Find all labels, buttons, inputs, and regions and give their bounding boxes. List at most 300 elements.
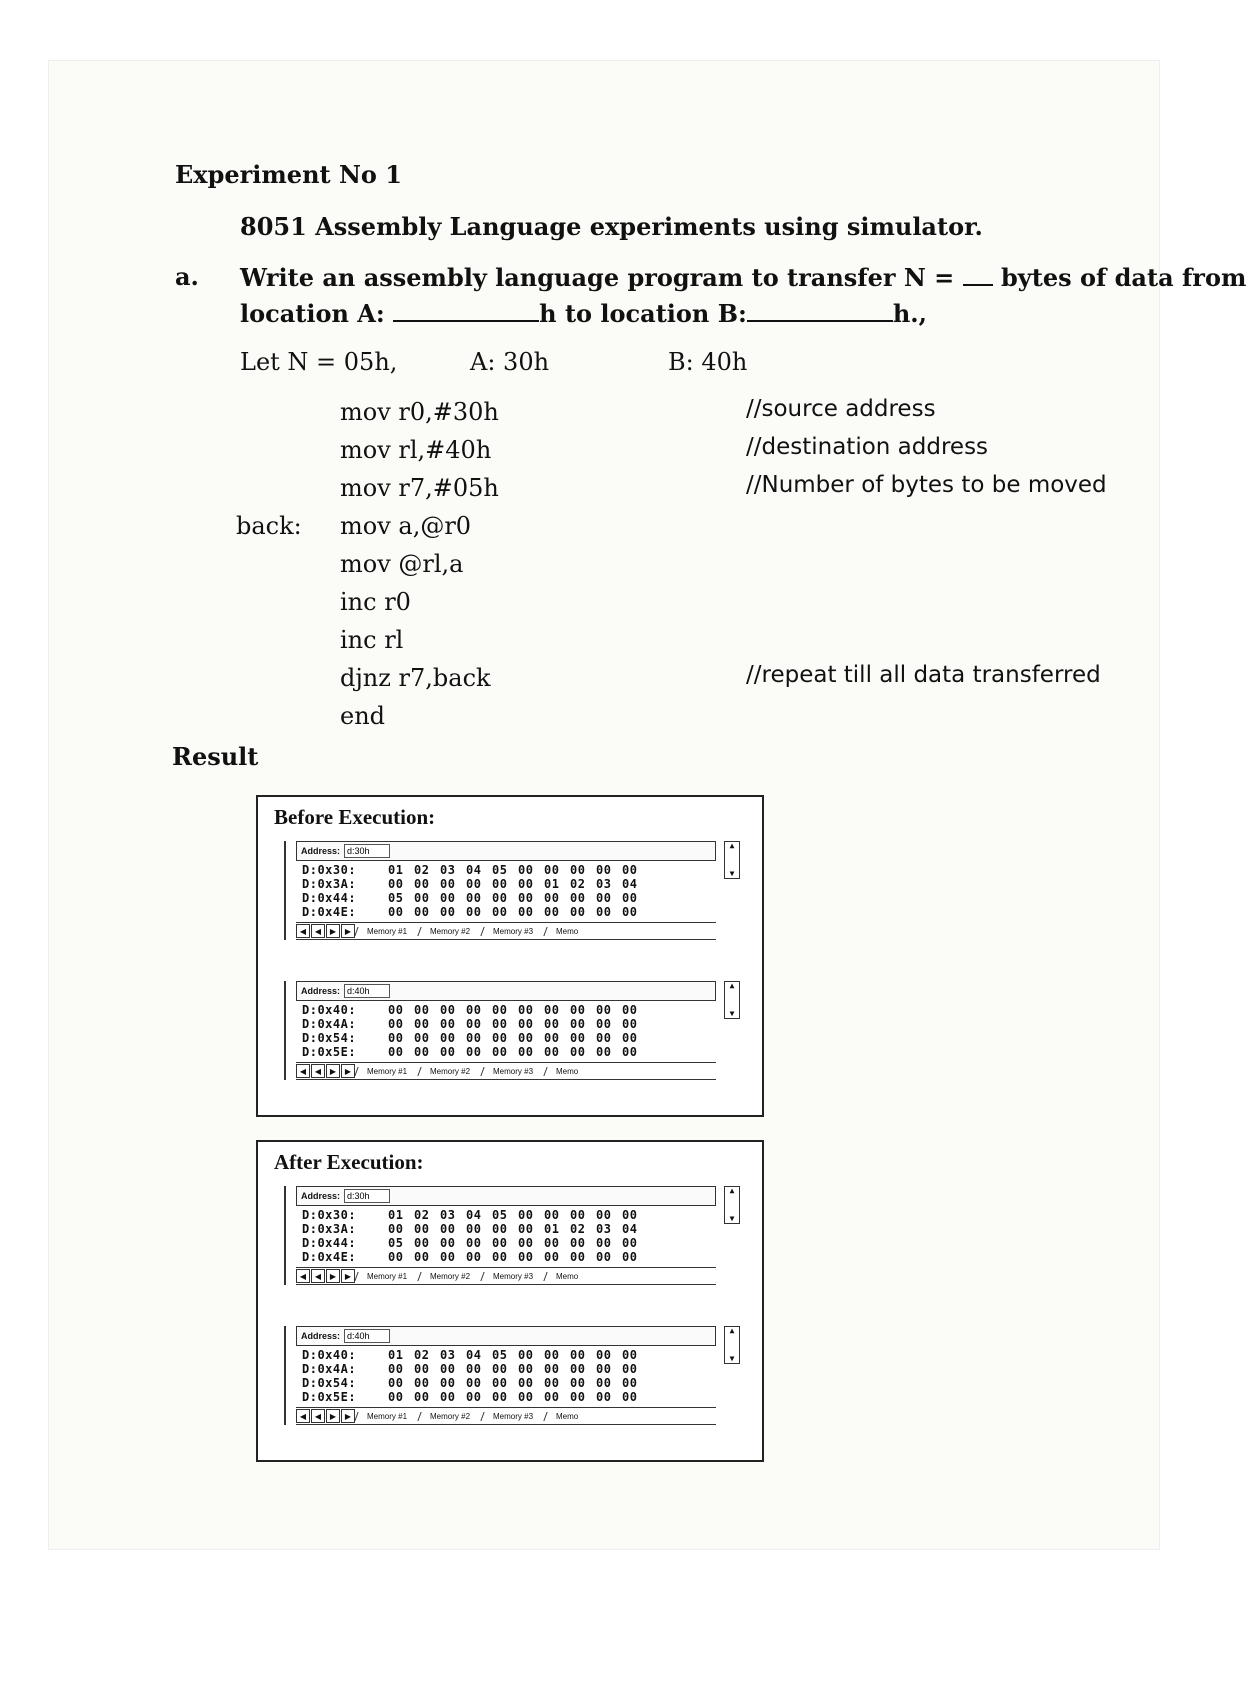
memory-byte: 00	[596, 863, 612, 877]
memory-byte: 00	[414, 1390, 430, 1404]
memory-address: D:0x4E:	[302, 905, 357, 919]
code-line: end	[340, 702, 386, 730]
question-text-1-end: bytes of data from	[1001, 263, 1246, 292]
memory-tabs	[296, 1407, 716, 1425]
memory-byte: 01	[544, 877, 560, 891]
memory-byte: 00	[596, 1236, 612, 1250]
next-icon[interactable]: ▶	[326, 1269, 340, 1283]
code-line: mov @rl,a	[340, 550, 464, 578]
code-line: mov rl,#40h	[340, 436, 492, 464]
memory-address: D:0x5E:	[302, 1045, 357, 1059]
tab-memory-4[interactable]	[543, 1067, 590, 1076]
address-input[interactable]	[344, 984, 390, 998]
address-label: Address:	[301, 1191, 341, 1201]
memory-row	[302, 1003, 714, 1017]
memory-byte: 00	[544, 1017, 560, 1031]
code-line: inc r0	[340, 588, 411, 616]
memory-byte: 00	[492, 1390, 508, 1404]
memory-byte: 00	[622, 1250, 638, 1264]
code-comment: //Number of bytes to be moved	[746, 472, 1107, 498]
tab-memory-4[interactable]	[543, 1412, 590, 1421]
memory-row	[302, 1390, 714, 1404]
memory-byte: 00	[518, 891, 534, 905]
tab-label: Memo	[556, 1066, 579, 1076]
memory-byte: 00	[466, 1376, 482, 1390]
first-page-icon[interactable]: ◀	[296, 1269, 310, 1283]
tab-label: Memory #3	[493, 1271, 534, 1281]
memory-byte: 00	[388, 877, 404, 891]
address-input[interactable]	[344, 844, 390, 858]
prev-icon[interactable]: ◀	[311, 924, 325, 938]
experiment-subtitle: 8051 Assembly Language experiments using simulator.	[240, 212, 983, 241]
memory-address: D:0x40:	[302, 1003, 357, 1017]
memory-byte: 00	[544, 905, 560, 919]
memory-byte: 00	[440, 1017, 456, 1031]
tab-label: Memory #1	[367, 1271, 408, 1281]
memory-byte: 00	[414, 1250, 430, 1264]
memory-byte: 00	[596, 1003, 612, 1017]
before-execution-box	[256, 795, 764, 1117]
memory-byte: 00	[440, 1003, 456, 1017]
memory-byte: 00	[622, 1390, 638, 1404]
memory-row	[302, 1236, 714, 1250]
code-line: mov r7,#05h	[340, 474, 499, 502]
scrollbar[interactable]	[724, 841, 740, 879]
memory-byte: 00	[518, 1031, 534, 1045]
memory-byte: 04	[466, 1348, 482, 1362]
memory-byte: 00	[544, 1045, 560, 1059]
memory-byte: 05	[388, 1236, 404, 1250]
memory-byte: 02	[414, 1348, 430, 1362]
scroll-down-icon[interactable]: ▼	[729, 1009, 735, 1018]
result-heading: Result	[172, 742, 259, 771]
memory-byte: 00	[388, 1031, 404, 1045]
prev-icon[interactable]: ◀	[311, 1409, 325, 1423]
memory-byte: 00	[414, 1017, 430, 1031]
memory-byte: 00	[466, 891, 482, 905]
memory-row	[302, 891, 714, 905]
scroll-down-icon[interactable]: ▼	[729, 1214, 735, 1223]
memory-address: D:0x40:	[302, 1348, 357, 1362]
memory-byte: 01	[544, 1222, 560, 1236]
memory-tabs	[296, 1267, 716, 1285]
first-page-icon[interactable]: ◀	[296, 924, 310, 938]
tab-label: Memory #2	[430, 1066, 471, 1076]
memory-address: D:0x4E:	[302, 1250, 357, 1264]
tab-memory-3[interactable]	[480, 1412, 544, 1421]
memory-row	[302, 1031, 714, 1045]
memory-byte: 00	[622, 863, 638, 877]
memory-byte: 02	[414, 1208, 430, 1222]
memory-byte: 00	[596, 905, 612, 919]
memory-byte: 00	[622, 1031, 638, 1045]
scroll-up-icon[interactable]: ▲	[729, 1326, 735, 1335]
memory-byte: 00	[492, 1236, 508, 1250]
memory-byte: 00	[492, 1362, 508, 1376]
tab-label: Memo	[556, 1271, 579, 1281]
memory-byte: 00	[466, 1390, 482, 1404]
next-icon[interactable]: ▶	[326, 924, 340, 938]
memory-byte: 05	[492, 1348, 508, 1362]
memory-byte: 00	[570, 863, 586, 877]
memory-address: D:0x3A:	[302, 1222, 357, 1236]
memory-byte: 00	[544, 1236, 560, 1250]
memory-byte: 00	[466, 905, 482, 919]
memory-row	[302, 1208, 714, 1222]
memory-row	[302, 1348, 714, 1362]
after-execution-box	[256, 1140, 764, 1462]
memory-byte: 00	[596, 1045, 612, 1059]
memory-byte: 00	[518, 1390, 534, 1404]
after-execution-title: After Execution:	[274, 1150, 424, 1174]
memory-byte: 00	[622, 891, 638, 905]
tab-memory-2[interactable]	[417, 927, 481, 936]
tab-label: Memory #1	[367, 1066, 408, 1076]
tab-memory-2[interactable]	[417, 1412, 481, 1421]
memory-byte: 00	[414, 1222, 430, 1236]
memory-byte: 00	[440, 1031, 456, 1045]
memory-byte: 00	[518, 1376, 534, 1390]
memory-byte: 03	[596, 877, 612, 891]
given-b: B: 40h	[668, 348, 748, 376]
memory-byte: 00	[440, 1222, 456, 1236]
memory-byte: 00	[466, 1045, 482, 1059]
memory-byte: 00	[440, 1362, 456, 1376]
memory-byte: 00	[570, 905, 586, 919]
scroll-up-icon[interactable]: ▲	[729, 841, 735, 850]
tab-label: Memory #3	[493, 1411, 534, 1421]
first-page-icon[interactable]: ◀	[296, 1064, 310, 1078]
memory-address: D:0x3A:	[302, 877, 357, 891]
memory-rows	[296, 1001, 716, 1059]
memory-byte: 00	[440, 905, 456, 919]
code-label: back:	[236, 512, 302, 540]
memory-address: D:0x5E:	[302, 1390, 357, 1404]
tab-memory-1[interactable]	[354, 1412, 418, 1421]
memory-byte: 00	[492, 1376, 508, 1390]
memory-window	[296, 981, 735, 1080]
memory-byte: 00	[544, 1376, 560, 1390]
memory-byte: 00	[440, 1376, 456, 1390]
scrollbar[interactable]	[724, 1326, 740, 1364]
memory-byte: 00	[388, 1045, 404, 1059]
memory-row	[302, 1250, 714, 1264]
memory-byte: 00	[570, 1236, 586, 1250]
memory-byte: 00	[492, 1222, 508, 1236]
memory-byte: 00	[596, 1250, 612, 1264]
memory-byte: 04	[466, 863, 482, 877]
memory-byte: 00	[492, 1045, 508, 1059]
memory-byte: 00	[492, 905, 508, 919]
scroll-up-icon[interactable]: ▲	[729, 1186, 735, 1195]
memory-rows	[296, 861, 716, 919]
memory-byte: 00	[518, 1362, 534, 1376]
memory-byte: 00	[518, 863, 534, 877]
tab-memory-3[interactable]	[480, 927, 544, 936]
memory-byte: 00	[414, 1045, 430, 1059]
memory-byte: 00	[518, 1250, 534, 1264]
memory-byte: 00	[518, 1348, 534, 1362]
window-frame	[284, 1186, 294, 1285]
first-page-icon[interactable]: ◀	[296, 1409, 310, 1423]
memory-byte: 00	[388, 1390, 404, 1404]
last-page-icon[interactable]: ▶	[341, 924, 355, 938]
memory-byte: 00	[570, 1017, 586, 1031]
memory-byte: 00	[466, 1017, 482, 1031]
code-comment: //repeat till all data transferred	[746, 662, 1101, 688]
memory-byte: 00	[544, 1362, 560, 1376]
window-frame	[284, 981, 294, 1080]
memory-address: D:0x44:	[302, 891, 357, 905]
memory-byte: 00	[622, 905, 638, 919]
memory-byte: 00	[622, 1362, 638, 1376]
question-line-2	[240, 298, 927, 328]
memory-byte: 00	[388, 1362, 404, 1376]
memory-byte: 02	[414, 863, 430, 877]
memory-byte: 00	[518, 1208, 534, 1222]
code-line: mov a,@r0	[340, 512, 472, 540]
memory-byte: 00	[414, 891, 430, 905]
prev-icon[interactable]: ◀	[311, 1064, 325, 1078]
memory-byte: 00	[440, 877, 456, 891]
memory-byte: 00	[466, 1236, 482, 1250]
memory-byte: 00	[570, 1362, 586, 1376]
memory-byte: 00	[622, 1003, 638, 1017]
scroll-up-icon[interactable]: ▲	[729, 981, 735, 990]
memory-byte: 00	[596, 1208, 612, 1222]
tab-label: Memo	[556, 926, 579, 936]
given-n: Let N = 05h,	[240, 348, 398, 376]
memory-window	[296, 1186, 735, 1285]
memory-byte: 00	[440, 1390, 456, 1404]
memory-byte: 00	[570, 1045, 586, 1059]
memory-byte: 00	[440, 1250, 456, 1264]
memory-address: D:0x44:	[302, 1236, 357, 1250]
blank-a	[393, 298, 539, 322]
memory-byte: 00	[596, 1017, 612, 1031]
memory-row	[302, 1222, 714, 1236]
tab-label: Memory #3	[493, 926, 534, 936]
memory-byte: 00	[570, 1250, 586, 1264]
memory-byte: 00	[518, 1003, 534, 1017]
memory-byte: 03	[596, 1222, 612, 1236]
tab-memory-4[interactable]	[543, 1272, 590, 1281]
memory-byte: 00	[544, 1390, 560, 1404]
memory-address: D:0x30:	[302, 1208, 357, 1222]
tab-label: Memory #2	[430, 1271, 471, 1281]
memory-byte: 00	[492, 877, 508, 891]
blank-n	[963, 262, 993, 286]
memory-byte: 00	[518, 1017, 534, 1031]
memory-byte: 00	[414, 1031, 430, 1045]
memory-tabs	[296, 1062, 716, 1080]
address-bar	[296, 1186, 716, 1206]
memory-row	[302, 1017, 714, 1031]
memory-rows	[296, 1206, 716, 1264]
memory-byte: 04	[622, 1222, 638, 1236]
memory-row	[302, 1362, 714, 1376]
memory-byte: 05	[388, 891, 404, 905]
memory-byte: 00	[388, 1376, 404, 1390]
memory-byte: 01	[388, 863, 404, 877]
memory-byte: 00	[544, 1031, 560, 1045]
memory-byte: 00	[544, 891, 560, 905]
memory-byte: 00	[388, 1250, 404, 1264]
memory-byte: 00	[492, 891, 508, 905]
memory-byte: 00	[388, 1003, 404, 1017]
memory-byte: 00	[596, 1390, 612, 1404]
memory-address: D:0x4A:	[302, 1362, 357, 1376]
memory-byte: 00	[596, 1031, 612, 1045]
memory-byte: 00	[492, 1250, 508, 1264]
memory-byte: 00	[570, 1376, 586, 1390]
tab-memory-2[interactable]	[417, 1272, 481, 1281]
next-icon[interactable]: ▶	[326, 1409, 340, 1423]
memory-byte: 00	[466, 877, 482, 891]
tab-label: Memo	[556, 1411, 579, 1421]
memory-byte: 04	[622, 877, 638, 891]
address-bar	[296, 1326, 716, 1346]
memory-address: D:0x54:	[302, 1376, 357, 1390]
memory-byte: 00	[570, 1390, 586, 1404]
scrollbar[interactable]	[724, 981, 740, 1019]
memory-byte: 00	[544, 1348, 560, 1362]
memory-row	[302, 877, 714, 891]
memory-byte: 00	[570, 891, 586, 905]
code-line: mov r0,#30h	[340, 398, 499, 426]
question-line-1	[240, 262, 1246, 292]
memory-byte: 00	[622, 1208, 638, 1222]
address-input[interactable]	[344, 1329, 390, 1343]
experiment-title: Experiment No 1	[175, 160, 402, 189]
memory-byte: 00	[518, 1236, 534, 1250]
memory-tabs	[296, 922, 716, 940]
question-text-2-end: h.,	[892, 299, 928, 328]
address-label: Address:	[301, 986, 341, 996]
memory-byte: 00	[622, 1236, 638, 1250]
memory-byte: 00	[440, 1236, 456, 1250]
memory-byte: 00	[570, 1348, 586, 1362]
memory-byte: 02	[570, 877, 586, 891]
tab-memory-3[interactable]	[480, 1067, 544, 1076]
memory-byte: 00	[518, 1045, 534, 1059]
memory-byte: 01	[388, 1348, 404, 1362]
given-a: A: 30h	[470, 348, 550, 376]
tab-label: Memory #1	[367, 1411, 408, 1421]
memory-byte: 00	[518, 1222, 534, 1236]
tab-memory-3[interactable]	[480, 1272, 544, 1281]
memory-byte: 00	[622, 1017, 638, 1031]
memory-byte: 00	[466, 1222, 482, 1236]
address-bar	[296, 841, 716, 861]
memory-address: D:0x54:	[302, 1031, 357, 1045]
tab-label: Memory #1	[367, 926, 408, 936]
memory-byte: 00	[544, 1250, 560, 1264]
memory-byte: 05	[492, 1208, 508, 1222]
memory-byte: 00	[466, 1250, 482, 1264]
address-input[interactable]	[344, 1189, 390, 1203]
question-text-2-start: location A:	[240, 299, 385, 328]
memory-byte: 00	[388, 905, 404, 919]
memory-byte: 00	[414, 1236, 430, 1250]
memory-row	[302, 1376, 714, 1390]
code-comment: //source address	[746, 396, 936, 422]
code-comment: //destination address	[746, 434, 989, 460]
memory-byte: 00	[414, 877, 430, 891]
memory-byte: 00	[440, 891, 456, 905]
memory-address: D:0x4A:	[302, 1017, 357, 1031]
memory-byte: 00	[492, 1003, 508, 1017]
memory-rows	[296, 1346, 716, 1404]
memory-window	[296, 1326, 735, 1425]
tab-label: Memory #3	[493, 1066, 534, 1076]
question-text-2-mid: h to location B:	[539, 299, 747, 328]
memory-byte: 00	[414, 905, 430, 919]
scroll-down-icon[interactable]: ▼	[729, 869, 735, 878]
memory-byte: 00	[518, 905, 534, 919]
tab-memory-2[interactable]	[417, 1067, 481, 1076]
memory-byte: 00	[388, 1017, 404, 1031]
next-icon[interactable]: ▶	[326, 1064, 340, 1078]
memory-byte: 00	[570, 1031, 586, 1045]
memory-byte: 00	[622, 1045, 638, 1059]
memory-byte: 00	[466, 1362, 482, 1376]
question-label: a.	[175, 262, 199, 291]
memory-byte: 00	[492, 1031, 508, 1045]
last-page-icon[interactable]: ▶	[341, 1269, 355, 1283]
prev-icon[interactable]: ◀	[311, 1269, 325, 1283]
question-text-1: Write an assembly language program to transfer N =	[240, 263, 955, 292]
memory-byte: 03	[440, 1208, 456, 1222]
memory-byte: 02	[570, 1222, 586, 1236]
scrollbar[interactable]	[724, 1186, 740, 1224]
blank-b	[747, 298, 893, 322]
memory-row	[302, 1045, 714, 1059]
memory-byte: 00	[414, 1003, 430, 1017]
memory-byte: 00	[570, 1003, 586, 1017]
address-label: Address:	[301, 1331, 341, 1341]
memory-byte: 00	[466, 1003, 482, 1017]
memory-byte: 00	[544, 863, 560, 877]
memory-byte: 00	[466, 1031, 482, 1045]
tab-label: Memory #2	[430, 926, 471, 936]
address-label: Address:	[301, 846, 341, 856]
last-page-icon[interactable]: ▶	[341, 1064, 355, 1078]
before-execution-title: Before Execution:	[274, 805, 436, 829]
memory-byte: 01	[388, 1208, 404, 1222]
memory-byte: 00	[570, 1208, 586, 1222]
code-line: djnz r7,back	[340, 664, 491, 692]
memory-byte: 00	[596, 891, 612, 905]
tab-label: Memory #2	[430, 1411, 471, 1421]
memory-byte: 00	[596, 1348, 612, 1362]
memory-byte: 00	[388, 1222, 404, 1236]
last-page-icon[interactable]: ▶	[341, 1409, 355, 1423]
memory-byte: 00	[414, 1362, 430, 1376]
memory-byte: 00	[596, 1362, 612, 1376]
tab-memory-1[interactable]	[354, 1272, 418, 1281]
tab-memory-1[interactable]	[354, 1067, 418, 1076]
memory-byte: 00	[544, 1208, 560, 1222]
tab-memory-4[interactable]	[543, 927, 590, 936]
memory-byte: 03	[440, 1348, 456, 1362]
tab-memory-1[interactable]	[354, 927, 418, 936]
memory-byte: 00	[518, 877, 534, 891]
code-line: inc rl	[340, 626, 404, 654]
memory-byte: 03	[440, 863, 456, 877]
memory-row	[302, 905, 714, 919]
scroll-down-icon[interactable]: ▼	[729, 1354, 735, 1363]
